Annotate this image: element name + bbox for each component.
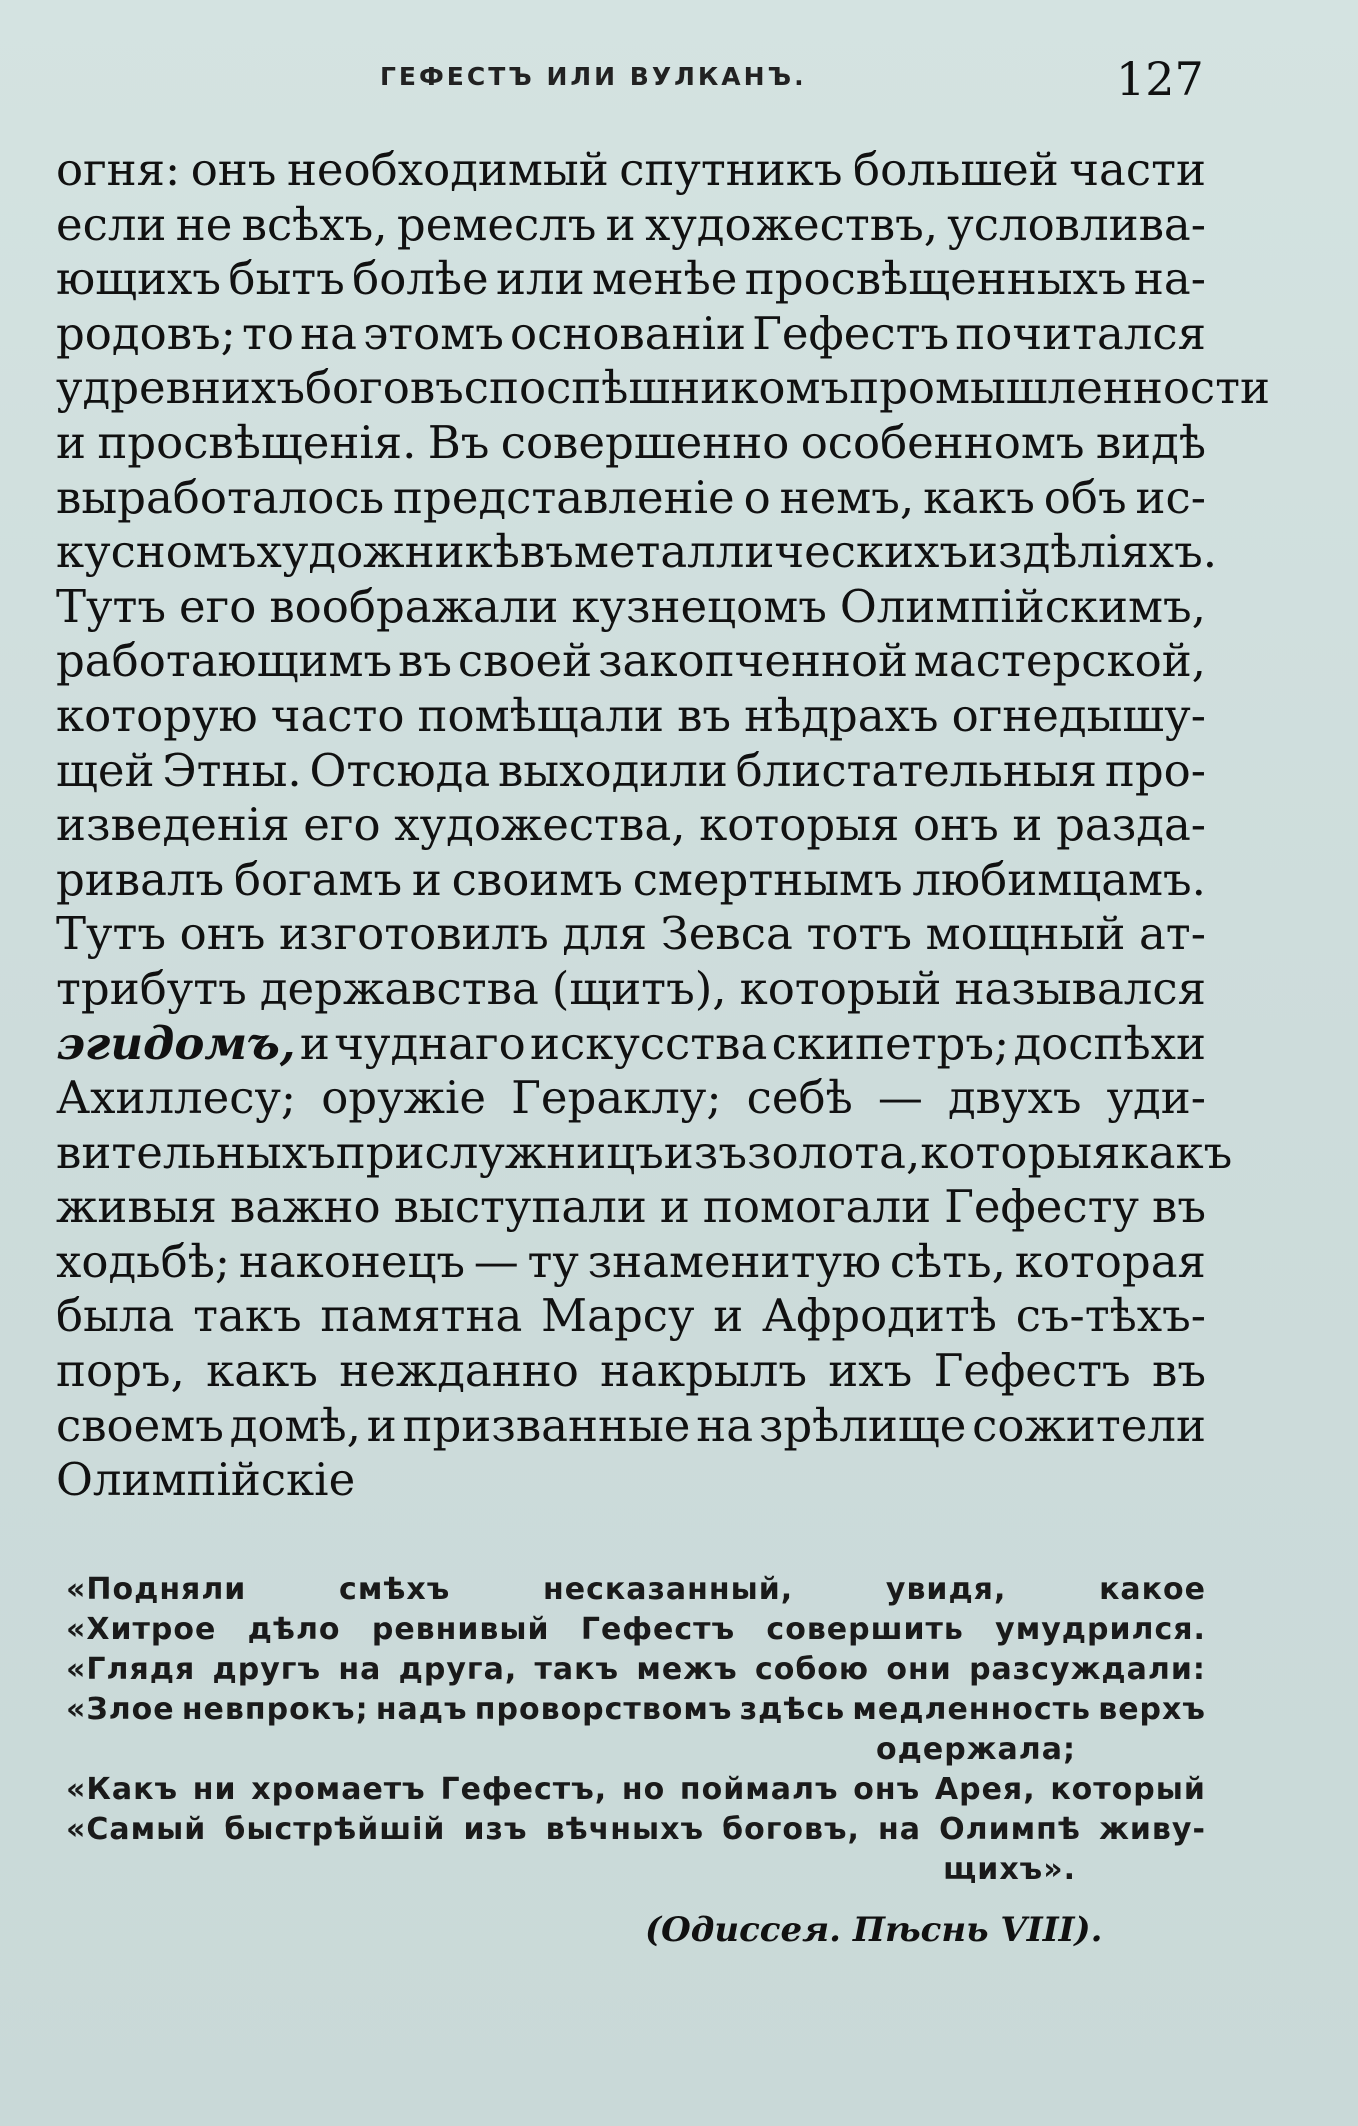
text-line [56, 689, 1206, 744]
text-line [56, 1289, 1206, 1344]
verse-line [66, 1850, 1206, 1890]
word: разсуждали: [969, 1652, 1206, 1687]
word: памятна [320, 1289, 523, 1343]
word: помѣщали [417, 688, 665, 742]
word: державства [259, 961, 539, 1015]
word: выходили [497, 743, 728, 797]
word: о [743, 470, 771, 524]
word: объ [1043, 470, 1127, 524]
word: огня: [56, 143, 181, 196]
word: или [496, 252, 585, 306]
text-line [56, 307, 1206, 362]
word: домѣ, [229, 1398, 361, 1452]
word: Ахиллесу; [56, 1071, 297, 1125]
word: Отсюда [309, 743, 491, 797]
word: одержала; [876, 1732, 1076, 1767]
word: и [659, 1180, 690, 1234]
word: сѣть, [889, 1234, 1006, 1288]
word: ходьбѣ; [56, 1234, 231, 1288]
word: условлива- [947, 197, 1206, 251]
word: себѣ [746, 1071, 853, 1125]
verse-line [66, 1650, 1206, 1690]
word: его [179, 579, 257, 633]
word: скипетръ; [771, 1016, 1010, 1070]
word: металлическихъ [573, 525, 969, 579]
word: богамъ [233, 852, 403, 906]
word: если [56, 197, 167, 251]
word: ис- [1135, 470, 1206, 524]
text-line [56, 1180, 1206, 1235]
word: боговъ, [722, 1812, 860, 1847]
text-line [56, 853, 1206, 908]
word: призванные [402, 1398, 691, 1452]
word: блистательныя [735, 743, 1098, 797]
word: Гефестъ, [440, 1772, 608, 1807]
word: части [1069, 143, 1206, 196]
word: нѣдрахъ [744, 688, 939, 742]
word: Тутъ [56, 907, 167, 961]
word: на [338, 1652, 382, 1687]
text-line [56, 1399, 1206, 1454]
word: въ [398, 634, 453, 688]
word: двухъ [947, 1071, 1082, 1125]
word: зрѣлище [758, 1398, 967, 1452]
word: Олимпійскимъ, [839, 579, 1206, 633]
text-line [56, 416, 1206, 471]
word: какое [1099, 1572, 1206, 1607]
text-line [56, 1071, 1206, 1126]
word: Гераклу; [511, 1071, 722, 1125]
word: всѣхъ, [241, 197, 388, 251]
word: живыя [56, 1180, 217, 1234]
word: чуднаго [334, 1016, 526, 1070]
word: Въ [427, 415, 490, 469]
word: почитался [955, 306, 1206, 360]
word: спутникъ [619, 143, 843, 196]
word: важно [229, 1180, 381, 1234]
word: — [877, 1071, 923, 1125]
word: ат- [1138, 907, 1206, 961]
word: и [1012, 798, 1043, 852]
word: проворствомъ [474, 1692, 733, 1727]
word: «Глядя [66, 1652, 196, 1687]
word: (щитъ), [551, 961, 727, 1015]
word: какъ [206, 1344, 318, 1398]
word: Афродитѣ [761, 1289, 997, 1343]
word: трибутъ [56, 961, 247, 1015]
verse-line [66, 1570, 1206, 1610]
text-line [56, 1344, 1206, 1399]
word: здѣсь [739, 1692, 846, 1727]
word: художества, [394, 798, 686, 852]
word: которыя [920, 1125, 1121, 1179]
word: который [739, 961, 942, 1015]
text-line [56, 907, 1206, 962]
word: онъ [179, 907, 266, 961]
word: знаменитую [587, 1234, 882, 1288]
word: кузнецомъ [571, 579, 827, 633]
word: накрылъ [600, 1344, 807, 1398]
word: Этны. [162, 743, 302, 797]
word: большей [853, 143, 1059, 196]
word: представленіе [393, 470, 735, 524]
text-line [56, 525, 1218, 580]
text-line [56, 1125, 1233, 1181]
word: просвѣщенныхъ [744, 252, 1127, 306]
word: своимъ [451, 852, 623, 906]
word: уди- [1106, 1071, 1206, 1125]
word: которыя [699, 798, 900, 852]
text-line [56, 798, 1206, 853]
word: щей [56, 743, 155, 797]
word: тотъ [806, 907, 912, 961]
word: выработалось [56, 470, 385, 524]
text-line [56, 143, 1206, 198]
word: на [878, 1812, 922, 1847]
word: онъ [913, 798, 999, 852]
text-line [56, 1017, 1206, 1072]
word: смертнымъ [632, 852, 903, 906]
word: который [1050, 1772, 1206, 1807]
word: немъ, [779, 470, 915, 524]
word: просвѣщенія. [97, 415, 417, 469]
word: своемъ [56, 1398, 224, 1452]
word: про- [1104, 743, 1206, 797]
word: Гефестъ [752, 306, 950, 360]
word: умудрился. [995, 1612, 1206, 1647]
word: совершенно [500, 415, 790, 469]
word: эгидомъ, [56, 1016, 296, 1070]
text-line [56, 361, 1271, 416]
word: ту [527, 1234, 579, 1288]
word: Марсу [541, 1289, 695, 1343]
word: прислужницъ [335, 1125, 664, 1179]
word: и [56, 415, 86, 469]
word: золота, [746, 1125, 921, 1179]
word: работающимъ [56, 634, 393, 688]
word: мощный [925, 907, 1126, 961]
word: Гефесту [944, 1180, 1139, 1234]
text-line [56, 252, 1206, 307]
word: невпрокъ; [181, 1692, 369, 1727]
word: Арея, [934, 1772, 1036, 1807]
word: въ [1152, 1180, 1206, 1234]
word: «Самый [66, 1812, 207, 1847]
word: онъ [853, 1772, 921, 1807]
word: и [605, 197, 636, 251]
word: бытъ [228, 252, 345, 306]
word: изъ [463, 1812, 528, 1847]
word: Гефестъ [933, 1344, 1131, 1398]
word: медленность [852, 1692, 1092, 1727]
word: поймалъ [679, 1772, 839, 1807]
word: въ [519, 525, 574, 579]
word: собою [754, 1652, 870, 1687]
word: вѣчныхъ [545, 1812, 705, 1847]
page-header [0, 52, 1358, 112]
word: ихъ [828, 1344, 913, 1398]
word: своей [457, 634, 593, 688]
word: изъ [663, 1125, 747, 1179]
word: но [621, 1772, 666, 1807]
word: — [473, 1234, 519, 1288]
body-text [56, 143, 1271, 1508]
word: видѣ [1095, 415, 1206, 469]
word: Зевса [660, 907, 793, 961]
word: Гефестъ [580, 1612, 736, 1647]
word: сожители [972, 1398, 1206, 1452]
running-head: ГЕФЕСТЪ ИЛИ ВУЛКАНЪ. [380, 62, 807, 91]
word: художествъ, [644, 197, 939, 251]
text-line [56, 198, 1206, 253]
word: не [175, 197, 233, 251]
word: съ-тѣхъ- [1015, 1289, 1206, 1343]
word: назывался [954, 961, 1206, 1015]
word: на- [1133, 252, 1206, 306]
word: дѣло [247, 1612, 341, 1647]
word: была [56, 1289, 175, 1343]
word: художникѣ [256, 525, 520, 579]
word: споспѣшникомъ [463, 361, 850, 415]
verse-line [66, 1770, 1206, 1810]
word: основаніи [510, 306, 746, 360]
word: они [886, 1652, 952, 1687]
word: несказанный, [543, 1572, 794, 1607]
citation: (Одиссея. Пѣснь VIII). [645, 1910, 1103, 1950]
word: «Злое [66, 1692, 175, 1727]
word: ривалъ [56, 852, 225, 906]
verse-line [66, 1610, 1206, 1650]
word: огнедышу- [951, 688, 1206, 742]
word: въ [677, 688, 732, 742]
word: доспѣхи [1013, 1016, 1206, 1070]
word: его [303, 798, 381, 852]
page-number: 127 [1116, 52, 1204, 106]
word: какъ [1120, 1125, 1233, 1179]
word: смѣхъ [339, 1572, 451, 1607]
verse-line [66, 1690, 1206, 1730]
verse-line [66, 1730, 1206, 1770]
word: любимцамъ. [912, 852, 1206, 906]
word: «Подняли [66, 1572, 247, 1607]
word: помогали [702, 1180, 932, 1234]
word: древнихъ [82, 361, 305, 415]
word: нежданно [339, 1344, 579, 1398]
word: такъ [193, 1289, 302, 1343]
word: и [713, 1289, 744, 1343]
word: «Хитрое [66, 1612, 217, 1647]
word: живу- [1099, 1812, 1206, 1847]
word: для [562, 907, 648, 961]
text-line [56, 744, 1206, 799]
word: выступали [393, 1180, 647, 1234]
verse-line [66, 1810, 1206, 1850]
word: промышленности [849, 361, 1271, 415]
word: щихъ». [943, 1852, 1076, 1887]
word: необходимый [286, 143, 609, 196]
word: въ [1151, 1344, 1206, 1398]
text-line [56, 1453, 1206, 1508]
word: ремеслъ [396, 197, 597, 251]
word: искусства [530, 1016, 768, 1070]
text-line [56, 962, 1206, 1017]
word: менѣе [591, 252, 738, 306]
word: которую [56, 688, 258, 742]
word: болѣе [352, 252, 489, 306]
word: друга, [398, 1652, 518, 1687]
word: которая [1014, 1234, 1206, 1288]
word: другъ [212, 1652, 322, 1687]
word: совершить [766, 1612, 964, 1647]
word: какъ [923, 470, 1035, 524]
word: поръ, [56, 1344, 185, 1398]
word: увидя, [885, 1572, 1007, 1607]
text-line [56, 580, 1206, 635]
word: быстрѣйшій [224, 1812, 446, 1847]
word: надъ [375, 1692, 468, 1727]
word: межъ [636, 1652, 738, 1687]
word: ни [192, 1772, 237, 1807]
word: на [696, 1398, 754, 1452]
word: наконецъ [238, 1234, 466, 1288]
word: родовъ; [56, 306, 236, 360]
word: Олимпійскіе [56, 1453, 356, 1507]
text-line [56, 634, 1206, 689]
word: часто [270, 688, 405, 742]
word: издѣліяхъ. [968, 525, 1218, 579]
word: разда- [1056, 798, 1206, 852]
word: этомъ [363, 306, 504, 360]
text-line [56, 1235, 1206, 1290]
word: изготовилъ [279, 907, 549, 961]
word: такъ [534, 1652, 620, 1687]
word: и [411, 852, 442, 906]
word: и [366, 1398, 397, 1452]
word: верхъ [1098, 1692, 1206, 1727]
word: хромаетъ [251, 1772, 426, 1807]
word: вительныхъ [56, 1125, 336, 1179]
word: закопченной [598, 634, 909, 688]
word: ревнивый [371, 1612, 550, 1647]
word: кусномъ [56, 525, 257, 579]
word: то [241, 306, 294, 360]
word: оружіе [321, 1071, 487, 1125]
word: Тутъ [56, 579, 167, 633]
word: онъ [190, 143, 277, 196]
word: боговъ [304, 361, 464, 415]
verse-quote [66, 1570, 1206, 1890]
word: и [299, 1016, 330, 1070]
word: мастерской, [913, 634, 1206, 688]
text-line [56, 471, 1206, 526]
word: «Какъ [66, 1772, 179, 1807]
word: Олимпѣ [939, 1812, 1081, 1847]
word: особенномъ [800, 415, 1085, 469]
word: на [300, 306, 357, 360]
word: ющихъ [56, 252, 222, 306]
word: изведенія [56, 798, 290, 852]
word: у [56, 361, 83, 415]
word: воображали [269, 579, 559, 633]
